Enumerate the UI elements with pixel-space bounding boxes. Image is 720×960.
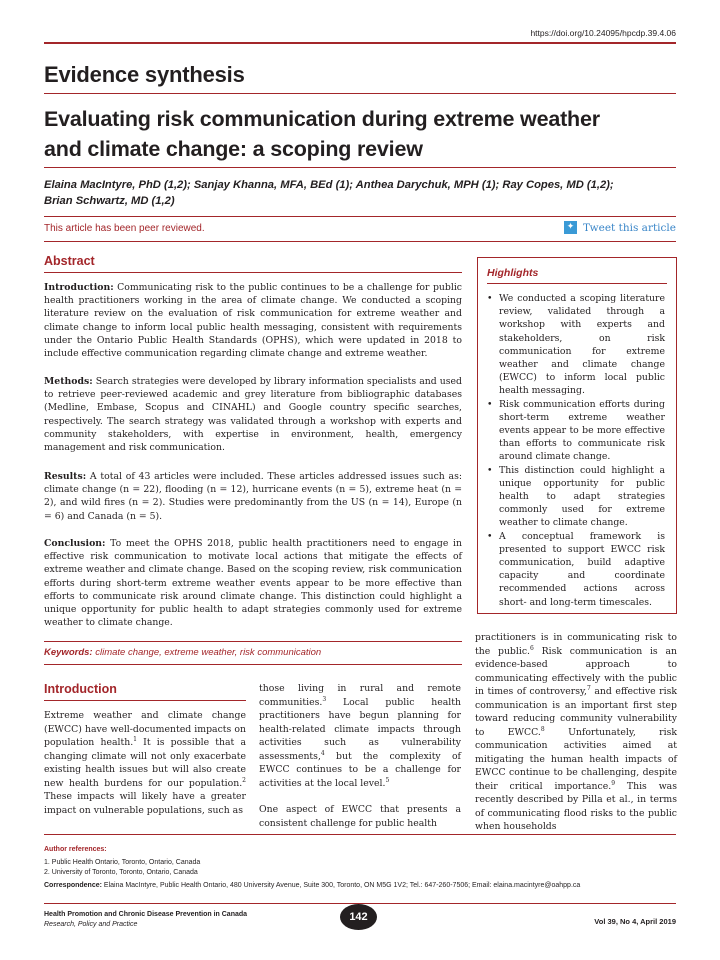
abstract-methods-text: Search strategies were developed by library information specialists and used to retrieve peer-reviewed academic and grey literature from bibliographic databases (Medline, Embase, Scopus and CINAHL) and Google country specific searches, respectively. The search strategy was validated through a workshop with experts and community stakeholders, with expertise in environment, health, emergency management and risk communication. <box>44 376 462 454</box>
intro-text: Extreme weather and climate change (EWCC) have well-documented impacts on population health. <box>44 710 246 748</box>
intro-column-2 <box>259 682 461 830</box>
keywords-bottom-rule <box>44 664 462 665</box>
highlights-title: Highlights <box>487 267 539 279</box>
intro-text: This was recently described by Pilla et al., in terms of communicating flood risks to the public when households <box>475 780 677 832</box>
citation-ref[interactable]: 6 <box>530 644 534 652</box>
abstract-conclusion <box>44 537 462 629</box>
intro-column-1 <box>44 709 246 817</box>
abstract-methods <box>44 375 462 454</box>
intro-text: Unfortunately, risk communication activities aimed at mitigating the human health impacts of EWCC continue to be challenging, despite their critical importance. <box>475 726 677 792</box>
intro-text: and effective risk communication is an important first step toward reducing community vulnerability to EWCC. <box>475 686 677 738</box>
author-references-heading: Author references: <box>44 846 107 853</box>
intro-text: Local public health practitioners have begun planning for health-related climate impacts through activities such as vulnerability assessments, <box>259 696 461 762</box>
authors-line-2: Brian Schwartz, MD (1,2) <box>44 195 175 207</box>
abstract-intro-text: Communicating risk to the public continues to be a challenge for public health practitioners working in the area of climate change. We conducted a scoping literature review on the evaluation of risk communication for extreme weather and climate change to inform local public health messaging, consistent with requirements under the Ontario Public Health Standards (OPHS), which were updated in 2018 to include effective communication regarding climate change and extreme weather. <box>44 282 462 360</box>
citation-ref[interactable]: 7 <box>586 684 591 692</box>
correspondence-text: Elaina MacIntyre, Public Health Ontario, 480 University Avenue, Suite 300, Toronto, ON M5G 1V2; Tel.: 647-260-7506; Email: elaina.macintyre@oahpp.ca <box>101 882 581 889</box>
intro-text: It is possible that a changing climate will not only exacerbate existing health issues but will also create new health burdens for our population. <box>44 737 247 789</box>
volume-info: Vol 39, No 4, April 2019 <box>594 917 676 926</box>
intro-col2-paragraph-1 <box>259 682 461 790</box>
abstract-results-text: A total of 43 articles were included. These articles addressed issues such as: climate change (n = 22), flooding (n = 12), hurricane events (n = 5), extreme heat (n = 2), and wild fires (n = 2). Studies were predominantly from the US (n = 14), Europe (n = 6) and Canada (n = 5). <box>44 471 462 522</box>
page-number-badge: 142 <box>340 904 377 930</box>
intro-text: those living in rural and remote communities. <box>259 683 461 708</box>
highlights-box <box>477 257 677 614</box>
abstract-heading: Abstract <box>44 254 95 268</box>
section-rule <box>44 93 676 94</box>
author-reference-2: 2. University of Toronto, Toronto, Ontario, Canada <box>44 869 198 876</box>
citation-ref[interactable]: 3 <box>322 695 327 703</box>
doi-link[interactable]: https://doi.org/10.24095/hpcdp.39.4.06 <box>530 28 676 38</box>
abstract-rule <box>44 272 462 273</box>
keywords-top-rule <box>44 641 462 642</box>
keywords-label: Keywords: <box>44 647 93 658</box>
intro-text: but the complexity of EWCC continues to be a challenge for activities at the local level. <box>259 750 461 789</box>
intro-text: practitioners is in communicating risk to the public. <box>475 632 677 657</box>
highlight-item: • This distinction could highlight a unique opportunity for public health to adapt strategies commonly used for extreme weather to climate change. <box>487 464 665 530</box>
highlight-item: • A conceptual framework is presented to support EWCC risk communication, build adaptive capacity and coordinate recommended actions across short- and long-term timescales. <box>487 530 665 609</box>
title-line-1: Evaluating risk communication during extreme weather <box>44 107 600 131</box>
introduction-rule <box>44 700 246 701</box>
author-reference-1: 1. Public Health Ontario, Toronto, Ontario, Canada <box>44 859 201 866</box>
journal-name: Health Promotion and Chronic Disease Prevention in Canada <box>44 911 248 918</box>
title-line-2: and climate change: a scoping review <box>44 137 423 161</box>
section-label: Evidence synthesis <box>44 62 245 87</box>
abstract-conclusion-label: Conclusion: <box>44 538 106 549</box>
journal-subtitle: Research, Policy and Practice <box>44 921 138 928</box>
title-rule <box>44 167 676 168</box>
article-title <box>44 104 684 164</box>
abstract-intro-label: Introduction: <box>44 282 114 293</box>
correspondence-line <box>44 882 580 889</box>
abstract-conclusion-text: To meet the OPHS 2018, public health practitioners need to engage in effective risk communication to motivate local actions that mitigate the effects of extreme weather and climate change. Based on the scoping review, risk communication efforts during short-term extreme weather events appear to be more effective than efforts to communicate risk around climate change. This distinction could highlight a unique opportunity for public health to adapt strategies commonly used for extreme weather to climate change. <box>44 538 462 629</box>
tweet-label: Tweet this article <box>583 221 676 234</box>
keywords-line <box>44 647 321 658</box>
citation-ref[interactable]: 5 <box>385 776 390 784</box>
authors-line-1: Elaina MacIntyre, PhD (1,2); Sanjay Khanna, MFA, BEd (1); Anthea Darychuk, MPH (1); Ray Copes, MD (1,2); <box>44 179 614 191</box>
abstract-results-label: Results: <box>44 471 87 482</box>
citation-ref[interactable]: 4 <box>320 749 325 757</box>
header-rule <box>44 42 676 44</box>
highlight-item: • We conducted a scoping literature review, validated through a workshop with experts and stakeholders, on risk communication for extreme weather and climate change (EWCC) to inform local public health messaging. <box>487 292 665 398</box>
highlight-item: • Risk communication efforts during short-term extreme weather events appear to be more effective than efforts to communicate risk around climate change. <box>487 398 665 464</box>
citation-ref[interactable]: 2 <box>242 776 246 784</box>
highlights-rule <box>487 283 667 284</box>
intro-text: These impacts will likely have a greater impact on vulnerable populations, such as <box>44 791 246 816</box>
peer-rule <box>44 241 676 242</box>
intro-column-3 <box>475 631 677 834</box>
authors-rule <box>44 216 676 217</box>
abstract-methods-label: Methods: <box>44 376 93 387</box>
twitter-bird-icon: ✦ <box>564 221 577 234</box>
footnote-rule <box>44 834 676 835</box>
citation-ref[interactable]: 1 <box>133 735 137 743</box>
correspondence-label: Correspondence: <box>44 882 102 889</box>
citation-ref[interactable]: 8 <box>540 725 545 733</box>
tweet-button[interactable] <box>564 221 676 234</box>
peer-review-note: This article has been peer reviewed. <box>44 223 205 234</box>
highlights-list <box>487 292 665 609</box>
intro-text: Risk communication is an evidence-based approach to communicating effectively with the public in times of controversy, <box>475 645 677 697</box>
abstract-results <box>44 470 462 523</box>
introduction-heading: Introduction <box>44 682 117 696</box>
abstract-introduction <box>44 281 462 360</box>
author-list <box>44 177 684 209</box>
citation-ref[interactable]: 9 <box>611 779 616 787</box>
keywords-text: climate change, extreme weather, risk communication <box>92 647 322 658</box>
intro-col2-paragraph-2: One aspect of EWCC that presents a consistent challenge for public health <box>259 804 461 829</box>
